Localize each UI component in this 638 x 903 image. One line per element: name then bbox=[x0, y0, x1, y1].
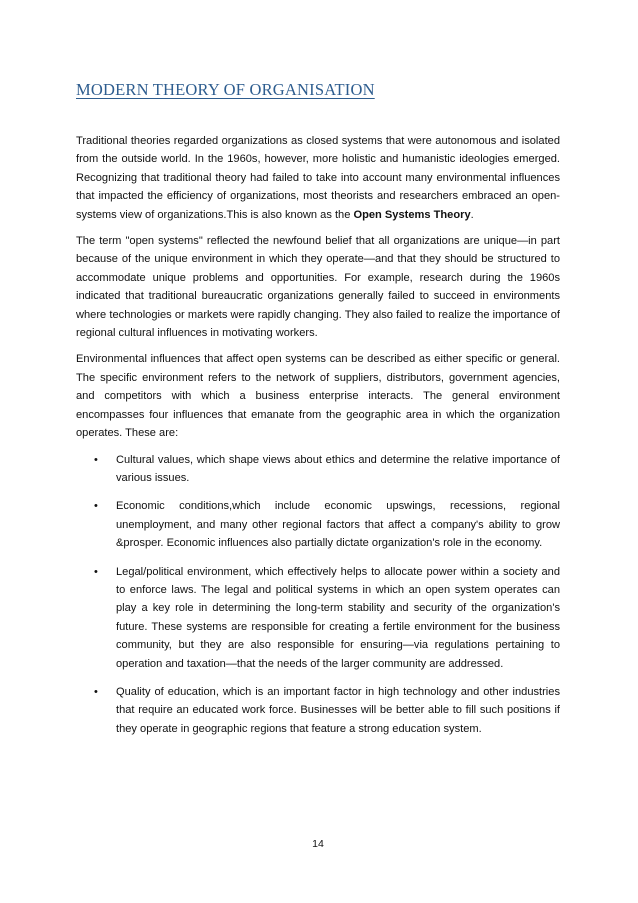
list-item-text: Legal/political environment, which effectively helps to allocate power within a society and to enforce laws. The legal and political systems in which an open system operates can play a key role in determining the long-term stability and security of the organization's future. These systems are responsible for creating a fertile environment for the business community, but they are also responsible for ensuring—via regulations pertaining to operation and taxation—that the needs of the larger community are addressed. bbox=[116, 565, 560, 670]
paragraph-intro bbox=[76, 132, 560, 224]
paragraph-intro-end: . bbox=[470, 208, 474, 221]
open-systems-theory-term: Open Systems Theory bbox=[353, 208, 471, 221]
paragraph-intro-text: Traditional theories regarded organizations as closed systems that were autonomous and isolated from the outside world. In the 1960s, however, more holistic and humanistic ideologies emerged. Recognizing that traditional theory had failed to take into account many environmental influences that impacted the efficiency of organizations, most theorists and researchers embraced an open-systems view of organizations.This is also known as the bbox=[76, 135, 560, 221]
list-item-text: Cultural values, which shape views about ethics and determine the relative importance of various issues. bbox=[116, 453, 560, 484]
document-body bbox=[76, 132, 560, 748]
list-item-text: Quality of education, which is an important factor in high technology and other industries that require an educated work force. Businesses will be better able to fill such positions if they operate in geographic regions that feature a strong education system. bbox=[116, 685, 560, 735]
bullet-icon: • bbox=[94, 453, 98, 466]
page-title: MODERN THEORY OF ORGANISATION bbox=[76, 80, 375, 99]
influences-list bbox=[76, 451, 560, 739]
bullet-icon: • bbox=[94, 500, 98, 513]
list-item-text: Economic conditions,which include economic upswings, recessions, regional unemployment, and many other regional factors that affect a company's ability to grow &prosper. Economic influences also partially dictate organization's role in the economy. bbox=[116, 500, 560, 550]
paragraph-open-systems: The term "open systems" reflected the newfound belief that all organizations are unique—in part because of the unique environment in which they operate—and that they should be structured to accommodate unique problems and opportunities. For example, research during the 1960s indicated that traditional bureaucratic organizations generally failed to succeed in environments where technologies or markets were rapidly changing. They also failed to realize the importance of regional cultural influences in motivating workers. bbox=[76, 235, 560, 340]
paragraph-environmental-influences: Environmental influences that affect open systems can be described as either specific or general. The specific environment refers to the network of suppliers, distributors, government agencies, and competitors with which a business enterprise interacts. The general environment encompasses four influences that emanate from the geographic area in which the organization operates. These are: bbox=[76, 353, 560, 440]
bullet-icon: • bbox=[94, 565, 98, 578]
list-item bbox=[76, 497, 560, 552]
list-item bbox=[76, 451, 560, 488]
list-item bbox=[76, 683, 560, 738]
list-item bbox=[76, 563, 560, 673]
bullet-icon: • bbox=[94, 685, 98, 698]
page-number: 14 bbox=[312, 838, 324, 850]
